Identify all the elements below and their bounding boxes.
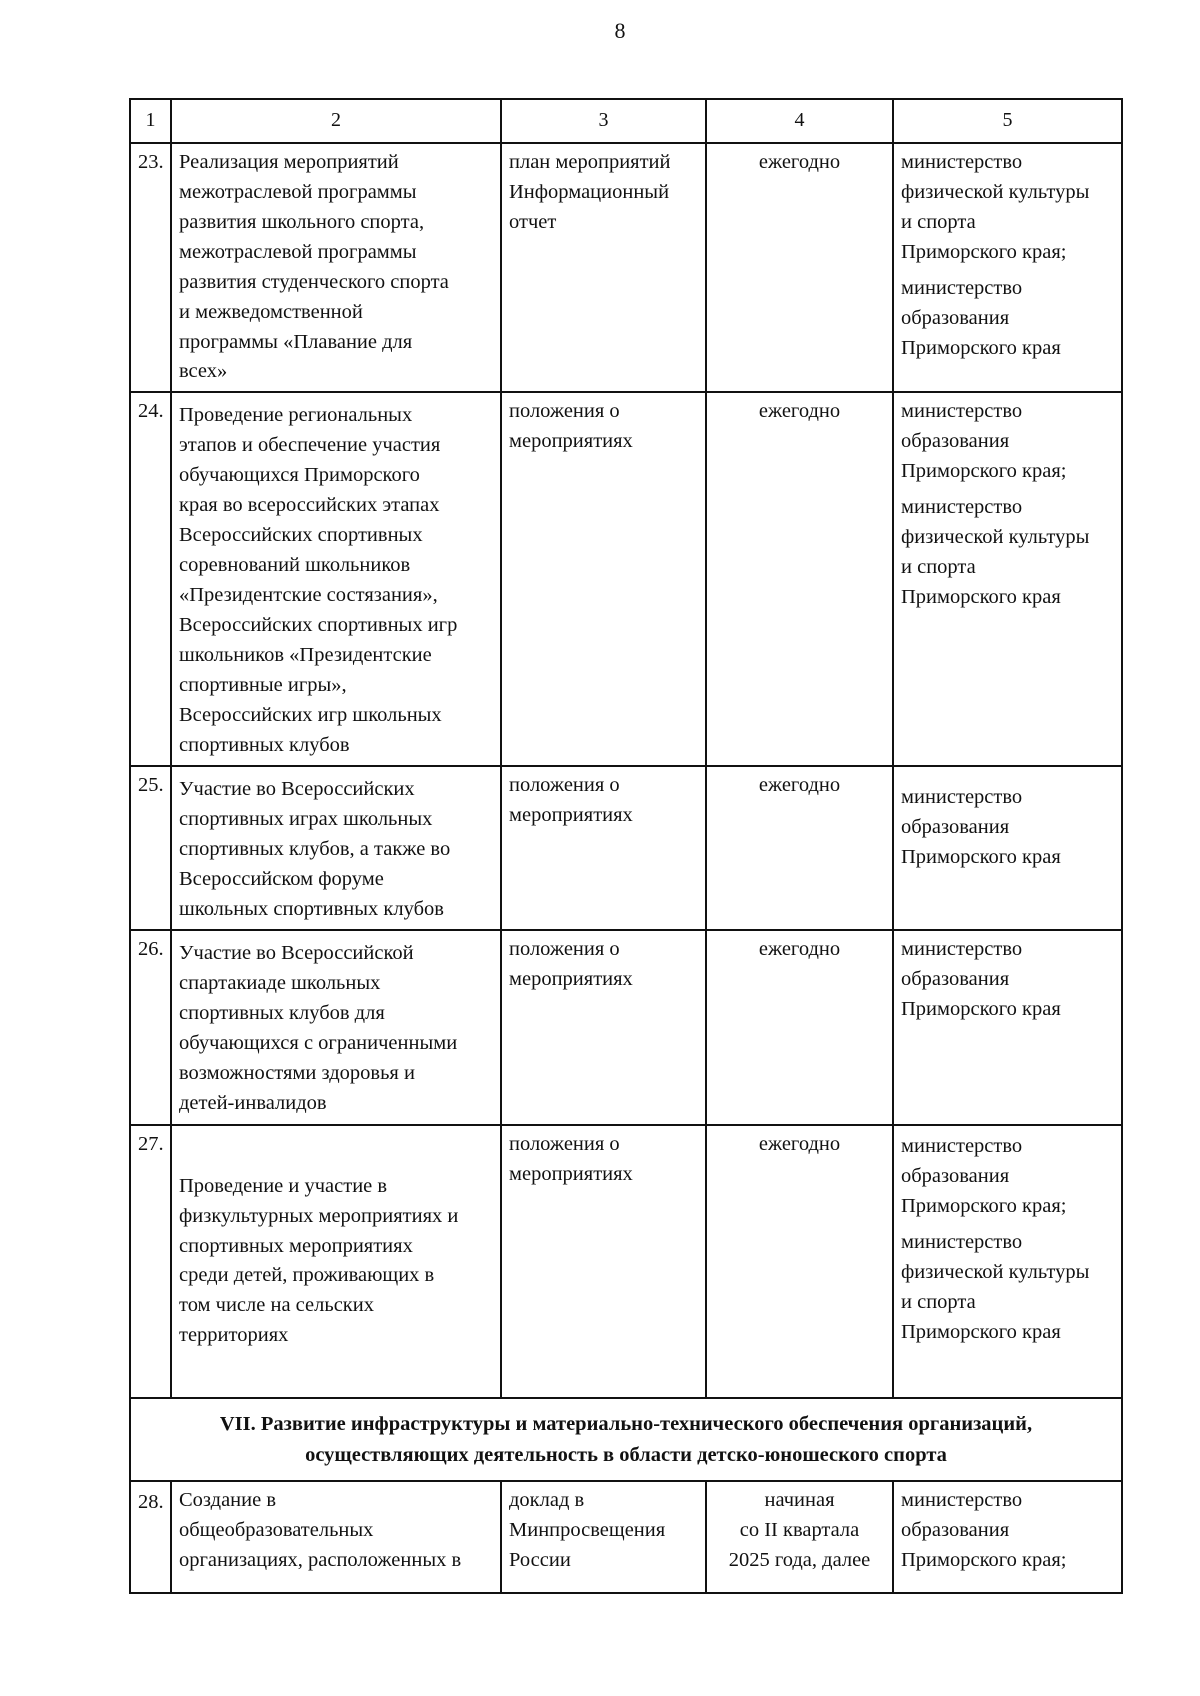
deadline-cell: ежегодно — [706, 766, 893, 930]
deadline-cell: ежегодно — [706, 930, 893, 1125]
page-number: 8 — [614, 18, 626, 43]
deadline-cell: ежегодно — [706, 143, 893, 392]
header-cell-4: 4 — [706, 99, 893, 143]
responsible-entry: министерство образования Приморского края — [901, 276, 1061, 359]
table-row — [130, 930, 1122, 1125]
row-number: 23. — [130, 143, 171, 392]
responsible-cell — [893, 143, 1122, 392]
responsible-entry: министерство физической культуры и спорта Приморского края; — [901, 151, 1090, 263]
responsible-cell — [893, 766, 1122, 930]
responsible-entry: министерство образования Приморского края; — [901, 400, 1067, 483]
row-number: 26. — [130, 930, 171, 1125]
activity-cell: Реализация мероприятий межотраслевой программы развития школьного спорта, межотраслевой программы развития студенческого спорта и межведомственной программы «Плавание для всех» — [171, 143, 501, 392]
deadline-cell: ежегодно — [706, 392, 893, 766]
row-number: 24. — [130, 392, 171, 766]
responsible-cell — [893, 1125, 1122, 1398]
responsible-cell: министерство образования Приморского края; — [893, 1481, 1122, 1593]
responsible-entry: министерство образования Приморского края — [901, 937, 1061, 1020]
document-cell: положения о мероприятиях — [501, 930, 706, 1125]
section-heading-row — [130, 1398, 1122, 1482]
table-row — [130, 143, 1122, 392]
table-row — [130, 392, 1122, 766]
plan-table — [129, 98, 1123, 1594]
responsible-entry: министерство образования Приморского края; — [901, 1134, 1067, 1217]
document-cell: план мероприятий Информационный отчет — [501, 143, 706, 392]
activity-cell: Проведение и участие в физкультурных мероприятиях и спортивных мероприятиях среди детей, проживающих в том числе на сельских территориях — [171, 1125, 501, 1398]
responsible-entry: министерство образования Приморского края — [901, 786, 1061, 869]
responsible-entry: министерство физической культуры и спорта Приморского края — [901, 496, 1090, 608]
table-header-row — [130, 99, 1122, 143]
header-cell-1: 1 — [130, 99, 171, 143]
row-number: 27. — [130, 1125, 171, 1398]
activity-cell: Участие во Всероссийских спортивных играх школьных спортивных клубов, а также во Всероссийском форуме школьных спортивных клубов — [171, 766, 501, 930]
document-cell: положения о мероприятиях — [501, 766, 706, 930]
responsible-cell — [893, 930, 1122, 1125]
table-row — [130, 1125, 1122, 1398]
document-cell: положения о мероприятиях — [501, 392, 706, 766]
document-cell: положения о мероприятиях — [501, 1125, 706, 1398]
table-row — [130, 766, 1122, 930]
header-cell-2: 2 — [171, 99, 501, 143]
activity-cell: Проведение региональных этапов и обеспечение участия обучающихся Приморского края во всероссийских этапах Всероссийских спортивных соревнований школьников «Президентские состязания», Всероссийских спортивных игр школьников «Президентские спортивные игры», Всероссийских игр школьных спортивных клубов — [171, 392, 501, 766]
header-cell-5: 5 — [893, 99, 1122, 143]
responsible-entry: министерство физической культуры и спорта Приморского края — [901, 1230, 1090, 1343]
deadline-cell: начиная со II квартала 2025 года, далее — [706, 1481, 893, 1593]
document-cell: доклад в Минпросвещения России — [501, 1481, 706, 1593]
deadline-cell: ежегодно — [706, 1125, 893, 1398]
header-cell-3: 3 — [501, 99, 706, 143]
table-row — [130, 1481, 1122, 1593]
activity-cell: Создание в общеобразовательных организациях, расположенных в — [171, 1481, 501, 1593]
row-number: 28. — [130, 1481, 171, 1593]
section-heading: VII. Развитие инфраструктуры и материально-технического обеспечения организаций, осуществляющих деятельность в области детско-юношеского спорта — [130, 1398, 1122, 1482]
row-number: 25. — [130, 766, 171, 930]
responsible-cell — [893, 392, 1122, 766]
activity-cell: Участие во Всероссийской спартакиаде школьных спортивных клубов для обучающихся с ограниченными возможностями здоровья и детей-инвалидов — [171, 930, 501, 1125]
